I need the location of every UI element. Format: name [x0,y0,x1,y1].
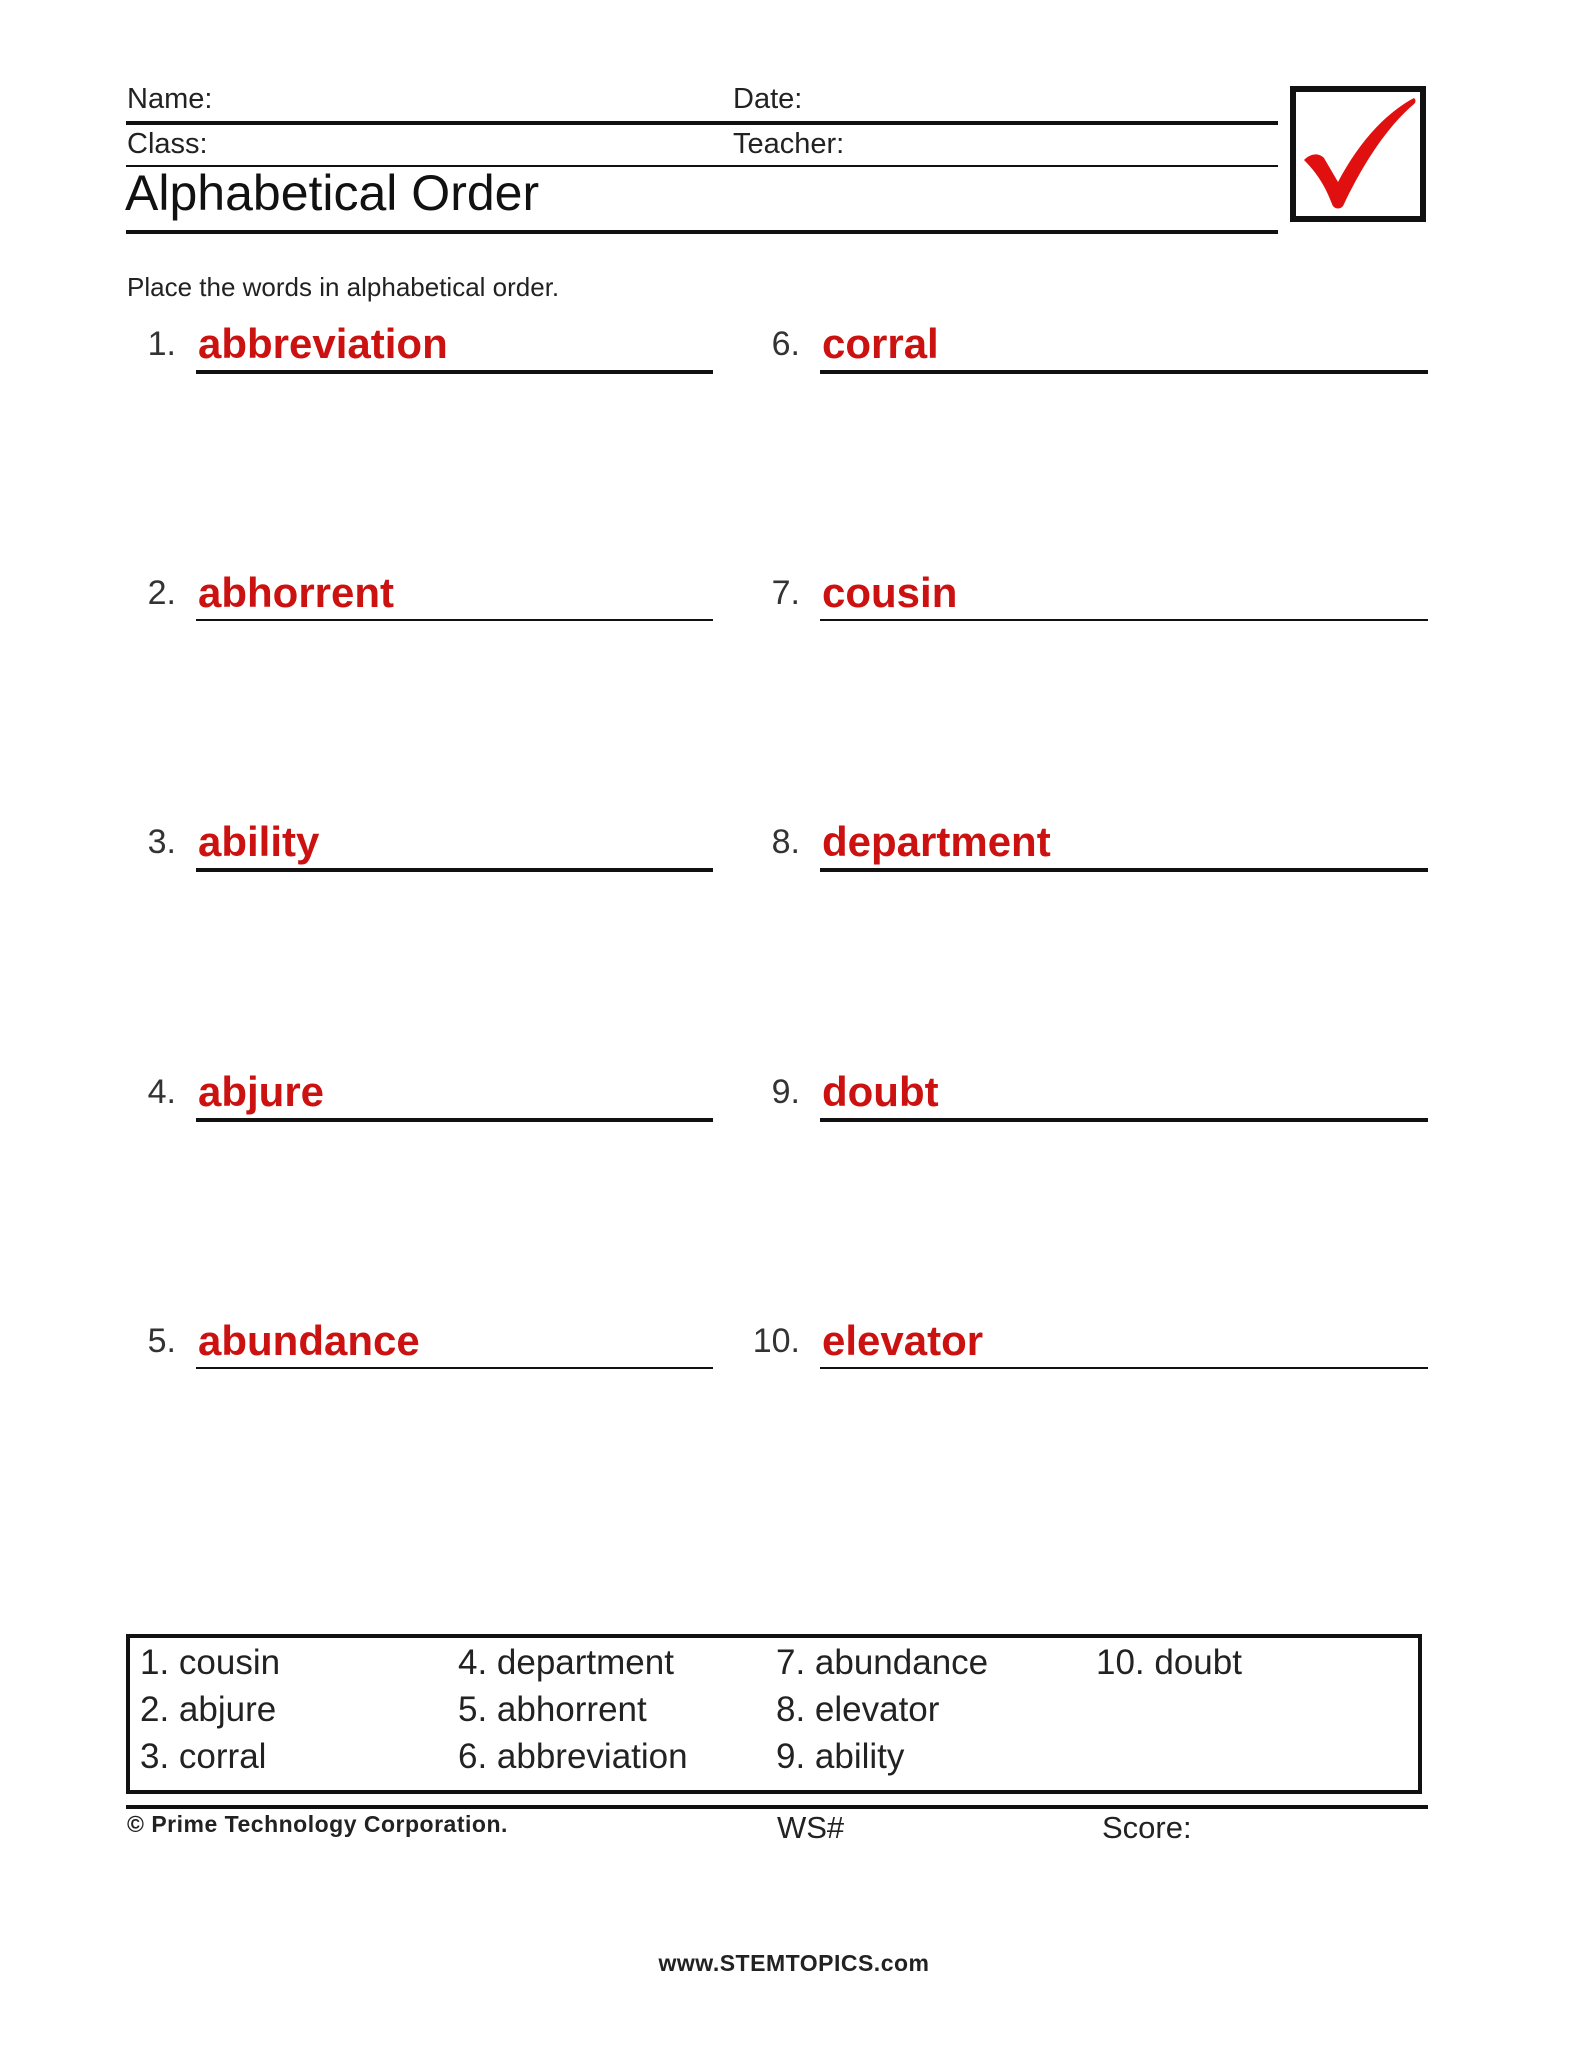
word-bank-item: 8. elevator [776,1690,940,1729]
checkmark-icon [1296,92,1420,216]
title-underline [126,230,1278,234]
page-title: Alphabetical Order [125,165,540,221]
score-label: Score: [1102,1810,1192,1845]
word-bank-item: 4. department [458,1643,674,1682]
word-bank-item: 7. abundance [776,1643,989,1682]
answer-line [196,370,713,374]
answer-line [820,1367,1428,1369]
name-date-line [126,121,1278,125]
answer-number: 8. [771,823,800,861]
teacher-label: Teacher: [733,128,845,160]
word-bank-item: 6. abbreviation [458,1737,688,1776]
answer-line [820,1118,1428,1122]
answer-word: abhorrent [198,569,395,616]
answer-word: ability [198,818,320,865]
name-label: Name: [127,83,213,115]
answer-number: 3. [147,823,176,861]
date-label: Date: [733,83,803,115]
answer-word: abbreviation [198,320,448,367]
word-bank-item: 1. cousin [140,1643,281,1682]
answer-number: 2. [147,574,176,612]
answer-number: 6. [771,325,800,363]
answer-number: 5. [147,1322,176,1360]
check-box [1290,86,1426,222]
answer-line [196,619,713,621]
answer-number: 4. [147,1073,176,1111]
class-label: Class: [127,128,208,160]
footer-line [126,1805,1428,1809]
answer-line [196,1367,713,1369]
website-text: www.STEMTOPICS.com [658,1950,930,1976]
answer-word: corral [822,320,939,367]
answer-word: elevator [822,1317,984,1364]
word-bank-item: 3. corral [140,1737,267,1776]
answer-word: abundance [198,1317,420,1364]
answer-line [196,868,713,872]
word-bank-item: 10. doubt [1096,1643,1242,1682]
word-bank [126,1634,1422,1794]
answer-word: abjure [198,1068,325,1115]
ws-label: WS# [777,1810,845,1845]
word-bank-item: 5. abhorrent [458,1690,647,1729]
answer-line [820,370,1428,374]
answer-number: 7. [771,574,800,612]
word-bank-item: 9. ability [776,1737,905,1776]
answer-number: 1. [147,325,176,363]
answer-line [820,619,1428,621]
answer-word: department [822,818,1051,865]
word-bank-item: 2. abjure [140,1690,277,1729]
copyright-text: © Prime Technology Corporation. [127,1811,508,1837]
instructions-text: Place the words in alphabetical order. [127,272,560,302]
answer-line [196,1118,713,1122]
answer-word: doubt [822,1068,939,1115]
answer-line [820,868,1428,872]
answer-number: 10. [752,1322,800,1360]
answer-word: cousin [822,569,958,616]
answer-number: 9. [771,1073,800,1111]
